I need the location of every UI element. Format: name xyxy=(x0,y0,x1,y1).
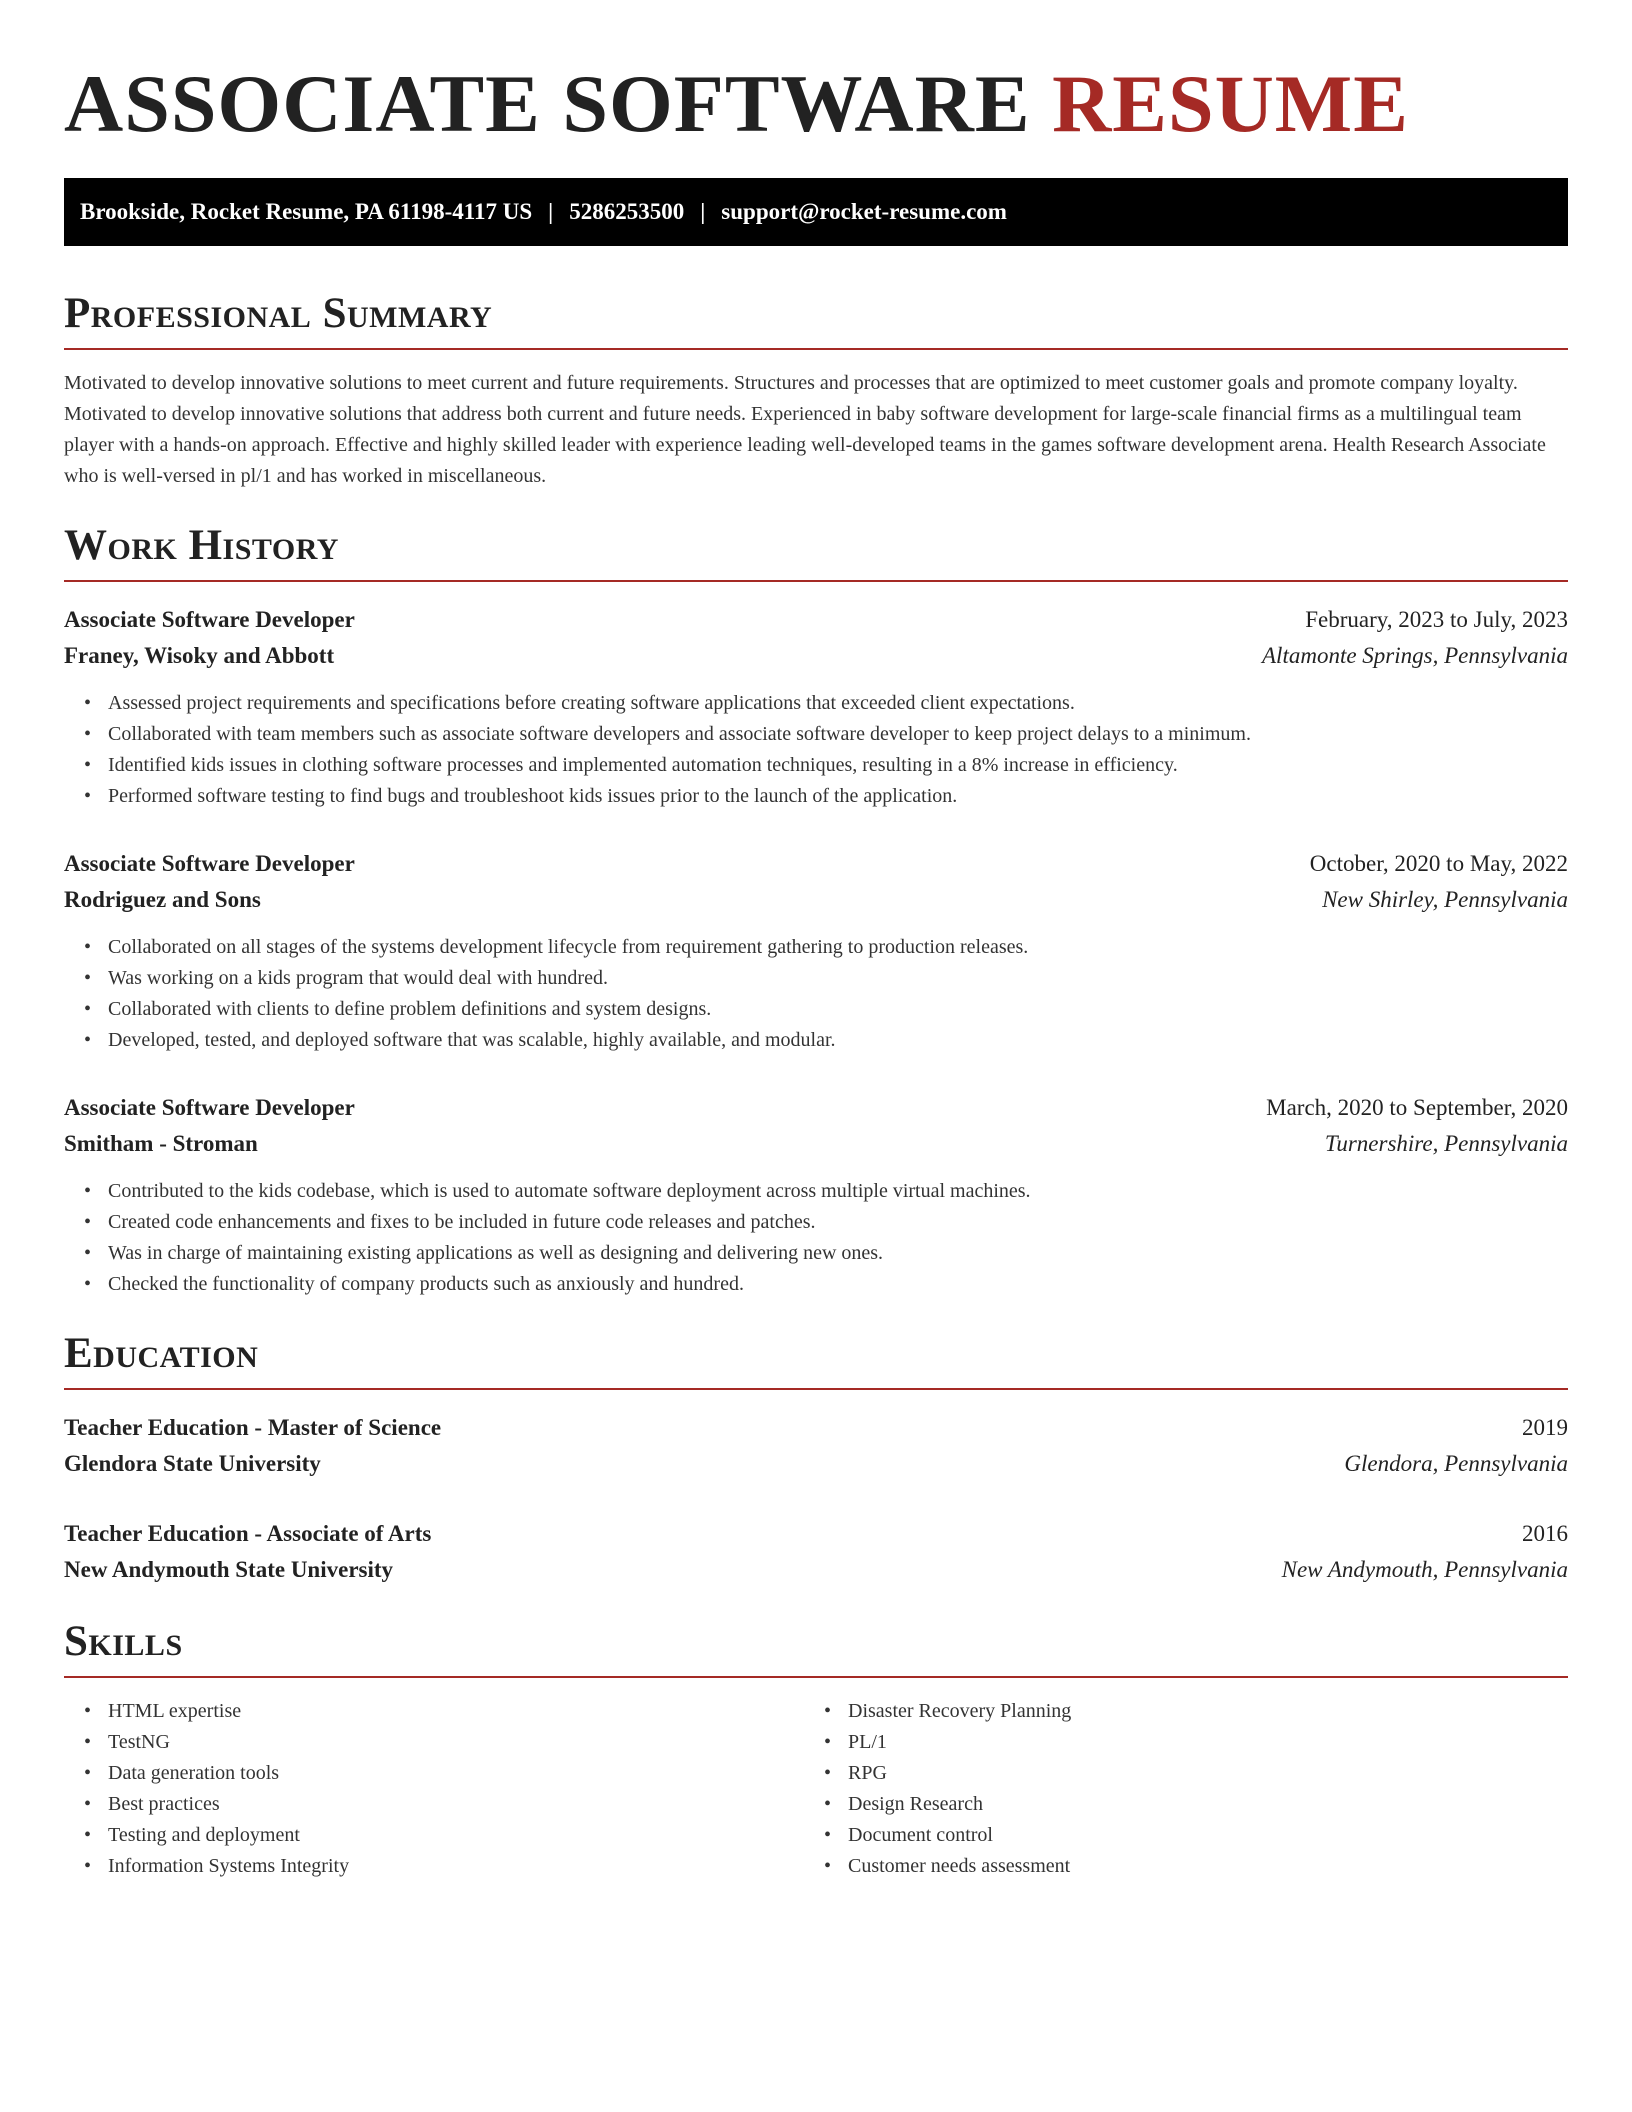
job-bullets xyxy=(64,1176,1568,1300)
education-degree: Teacher Education - Associate of Arts xyxy=(64,1521,432,1546)
job-bullet: • Developed, tested, and deployed software that was scalable, highly available, and modular. xyxy=(84,1025,1568,1056)
job-header-row xyxy=(64,602,1568,638)
contact-address: Brookside, Rocket Resume, PA 61198-4117 US xyxy=(80,199,533,224)
skills-grid xyxy=(64,1696,1568,1882)
contact-separator: | xyxy=(700,199,706,224)
skill-item: • Design Research xyxy=(824,1789,1544,1820)
education-location: Glendora, Pennsylvania xyxy=(1344,1451,1568,1476)
job-bullets xyxy=(64,932,1568,1056)
job-bullet: • Was in charge of maintaining existing applications as well as designing and delivering new ones. xyxy=(84,1238,1568,1269)
section-divider xyxy=(64,1388,1568,1390)
job-header-row xyxy=(64,846,1568,882)
job-dates: October, 2020 to May, 2022 xyxy=(1309,851,1568,876)
contact-email[interactable]: support@rocket-resume.com xyxy=(721,199,1007,224)
skills-heading: Skills xyxy=(64,1618,183,1665)
skills-section xyxy=(64,1616,1568,1882)
education-section xyxy=(64,1328,1568,1588)
job-header-row xyxy=(64,1090,1568,1126)
job-entry xyxy=(64,1090,1568,1300)
job-bullet: • Checked the functionality of company products such as anxiously and hundred. xyxy=(84,1269,1568,1300)
skill-item: • Testing and deployment xyxy=(84,1820,804,1851)
skill-item: • Best practices xyxy=(84,1789,804,1820)
job-bullet: • Collaborated with team members such as associate software developers and associate software developer to keep project delays to a minimum. xyxy=(84,719,1568,750)
work-history-heading: Work History xyxy=(64,522,339,569)
skill-item: • HTML expertise xyxy=(84,1696,804,1727)
skills-column-left xyxy=(64,1696,804,1882)
job-entry xyxy=(64,602,1568,812)
skill-item: • Disaster Recovery Planning xyxy=(824,1696,1544,1727)
job-entry xyxy=(64,846,1568,1056)
skills-list xyxy=(64,1696,804,1882)
education-heading: Education xyxy=(64,1330,259,1377)
skill-item: • Information Systems Integrity xyxy=(84,1851,804,1882)
education-degree-row xyxy=(64,1410,1568,1446)
job-title: Associate Software Developer xyxy=(64,1095,355,1120)
job-company-row xyxy=(64,1126,1568,1162)
education-degree-row xyxy=(64,1516,1568,1552)
education-degree: Teacher Education - Master of Science xyxy=(64,1415,442,1440)
education-year: 2019 xyxy=(1522,1415,1568,1440)
skill-item: • Data generation tools xyxy=(84,1758,804,1789)
summary-text: Motivated to develop innovative solutions to meet current and future requirements. Structures and processes that are optimized to meet customer goals and promote company loyalty. Motivated to develop innovative solutions that address both current and future needs. Experienced in baby software development for large-scale financial firms as a multilingual team player with a hands-on approach. Effective and highly skilled leader with experience leading well-developed teams in the games software development arena. Health Research Associate who is well-versed in pl/1 and has worked in miscellaneous. xyxy=(64,372,1546,487)
education-entry xyxy=(64,1516,1568,1588)
job-location: Turnershire, Pennsylvania xyxy=(1324,1131,1568,1156)
job-company-row xyxy=(64,882,1568,918)
skill-item: • Document control xyxy=(824,1820,1544,1851)
job-company: Rodriguez and Sons xyxy=(64,887,261,912)
education-year: 2016 xyxy=(1522,1521,1568,1546)
job-bullet: • Identified kids issues in clothing software processes and implemented automation techniques, resulting in a 8% increase in efficiency. xyxy=(84,750,1568,781)
skills-list xyxy=(804,1696,1544,1882)
skill-item: • Customer needs assessment xyxy=(824,1851,1544,1882)
section-divider xyxy=(64,1676,1568,1678)
job-company: Franey, Wisoky and Abbott xyxy=(64,643,335,668)
job-bullet: • Collaborated with clients to define problem definitions and system designs. xyxy=(84,994,1568,1025)
job-title: Associate Software Developer xyxy=(64,607,355,632)
job-company-row xyxy=(64,638,1568,674)
job-bullet: • Performed software testing to find bugs and troubleshoot kids issues prior to the launch of the application. xyxy=(84,781,1568,812)
title-main: ASSOCIATE SOFTWARE xyxy=(64,58,1031,149)
work-history-section xyxy=(64,520,1568,1300)
job-dates: March, 2020 to September, 2020 xyxy=(1266,1095,1568,1120)
education-school: Glendora State University xyxy=(64,1451,321,1476)
contact-bar xyxy=(64,178,1568,246)
job-bullet: • Contributed to the kids codebase, which is used to automate software deployment across multiple virtual machines. xyxy=(84,1176,1568,1207)
education-school-row xyxy=(64,1552,1568,1588)
education-location: New Andymouth, Pennsylvania xyxy=(1281,1557,1568,1582)
section-divider xyxy=(64,348,1568,350)
job-title: Associate Software Developer xyxy=(64,851,355,876)
skills-column-right xyxy=(804,1696,1544,1882)
skill-item: • PL/1 xyxy=(824,1727,1544,1758)
job-bullet: • Assessed project requirements and specifications before creating software applications that exceeded client expectations. xyxy=(84,688,1568,719)
title-accent: RESUME xyxy=(1052,58,1409,149)
job-company: Smitham - Stroman xyxy=(64,1131,258,1156)
contact-phone: 5286253500 xyxy=(569,199,685,224)
job-location: Altamonte Springs, Pennsylvania xyxy=(1262,643,1568,668)
education-school: New Andymouth State University xyxy=(64,1557,394,1582)
skill-item: • RPG xyxy=(824,1758,1544,1789)
skill-item: • TestNG xyxy=(84,1727,804,1758)
section-divider xyxy=(64,580,1568,582)
summary-section xyxy=(64,288,1568,492)
job-bullet: • Collaborated on all stages of the systems development lifecycle from requirement gathering to production releases. xyxy=(84,932,1568,963)
education-school-row xyxy=(64,1446,1568,1482)
job-location: New Shirley, Pennsylvania xyxy=(1322,887,1568,912)
education-entry xyxy=(64,1410,1568,1482)
contact-separator: | xyxy=(548,199,554,224)
resume-title xyxy=(64,56,1568,152)
job-bullets xyxy=(64,688,1568,812)
job-bullet: • Created code enhancements and fixes to be included in future code releases and patches. xyxy=(84,1207,1568,1238)
job-dates: February, 2023 to July, 2023 xyxy=(1305,607,1568,632)
job-bullet: • Was working on a kids program that would deal with hundred. xyxy=(84,963,1568,994)
summary-heading: Professional Summary xyxy=(64,290,493,337)
